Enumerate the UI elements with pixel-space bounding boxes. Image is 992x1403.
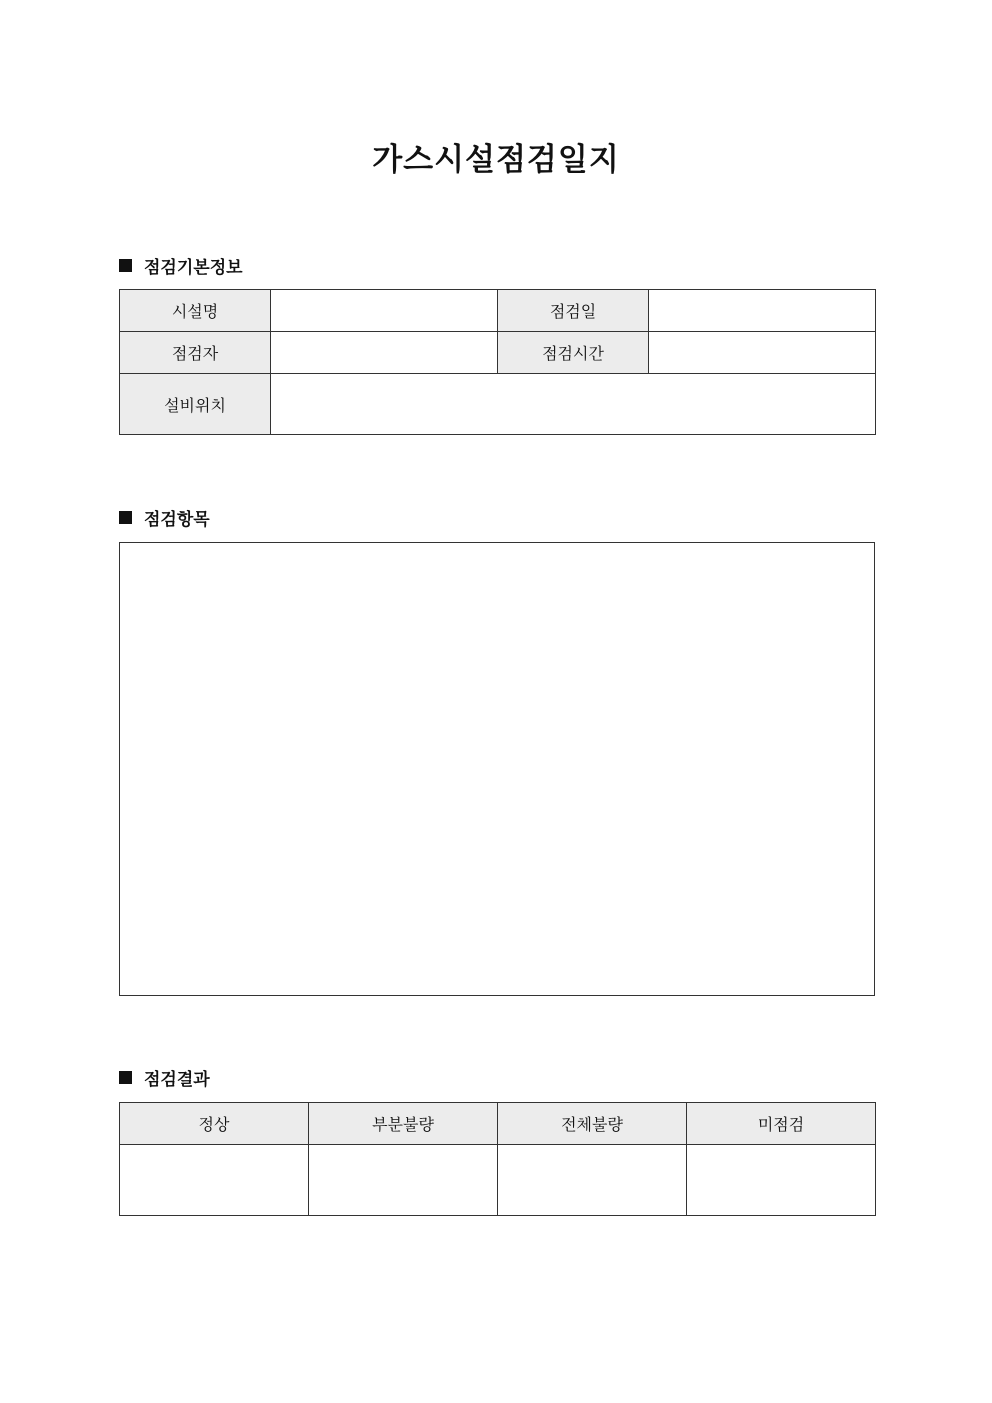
table-row (120, 290, 876, 332)
table-row (120, 332, 876, 374)
square-bullet-icon (119, 1071, 132, 1084)
result-normal-field[interactable] (120, 1145, 309, 1216)
basic-info-table (119, 289, 876, 435)
inspection-date-label: 점검일 (498, 290, 649, 332)
equipment-location-field[interactable] (271, 374, 876, 435)
section-heading-label: 점검결과 (144, 1069, 210, 1090)
result-total-defect-field[interactable] (498, 1145, 687, 1216)
section-heading-basic-info (119, 254, 243, 276)
inspection-time-field[interactable] (649, 332, 876, 374)
section-heading-label: 점검기본정보 (144, 257, 243, 278)
equipment-location-label: 설비위치 (120, 374, 271, 435)
result-total-defect-header: 전체불량 (498, 1103, 687, 1145)
inspection-date-field[interactable] (649, 290, 876, 332)
result-partial-defect-header: 부분불량 (309, 1103, 498, 1145)
result-not-inspected-header: 미점검 (687, 1103, 876, 1145)
section-heading-label: 점검항목 (144, 509, 210, 530)
inspection-time-label: 점검시간 (498, 332, 649, 374)
square-bullet-icon (119, 511, 132, 524)
inspection-result-table (119, 1102, 876, 1216)
inspection-items-area[interactable] (119, 542, 875, 996)
table-header-row (120, 1103, 876, 1145)
table-row (120, 1145, 876, 1216)
section-heading-inspection-items (119, 506, 210, 528)
result-normal-header: 정상 (120, 1103, 309, 1145)
result-partial-defect-field[interactable] (309, 1145, 498, 1216)
square-bullet-icon (119, 259, 132, 272)
inspector-field[interactable] (271, 332, 498, 374)
page-title: 가스시설점검일지 (372, 142, 620, 178)
section-heading-inspection-result (119, 1066, 210, 1088)
facility-name-label: 시설명 (120, 290, 271, 332)
facility-name-field[interactable] (271, 290, 498, 332)
result-not-inspected-field[interactable] (687, 1145, 876, 1216)
inspector-label: 점검자 (120, 332, 271, 374)
table-row (120, 374, 876, 435)
